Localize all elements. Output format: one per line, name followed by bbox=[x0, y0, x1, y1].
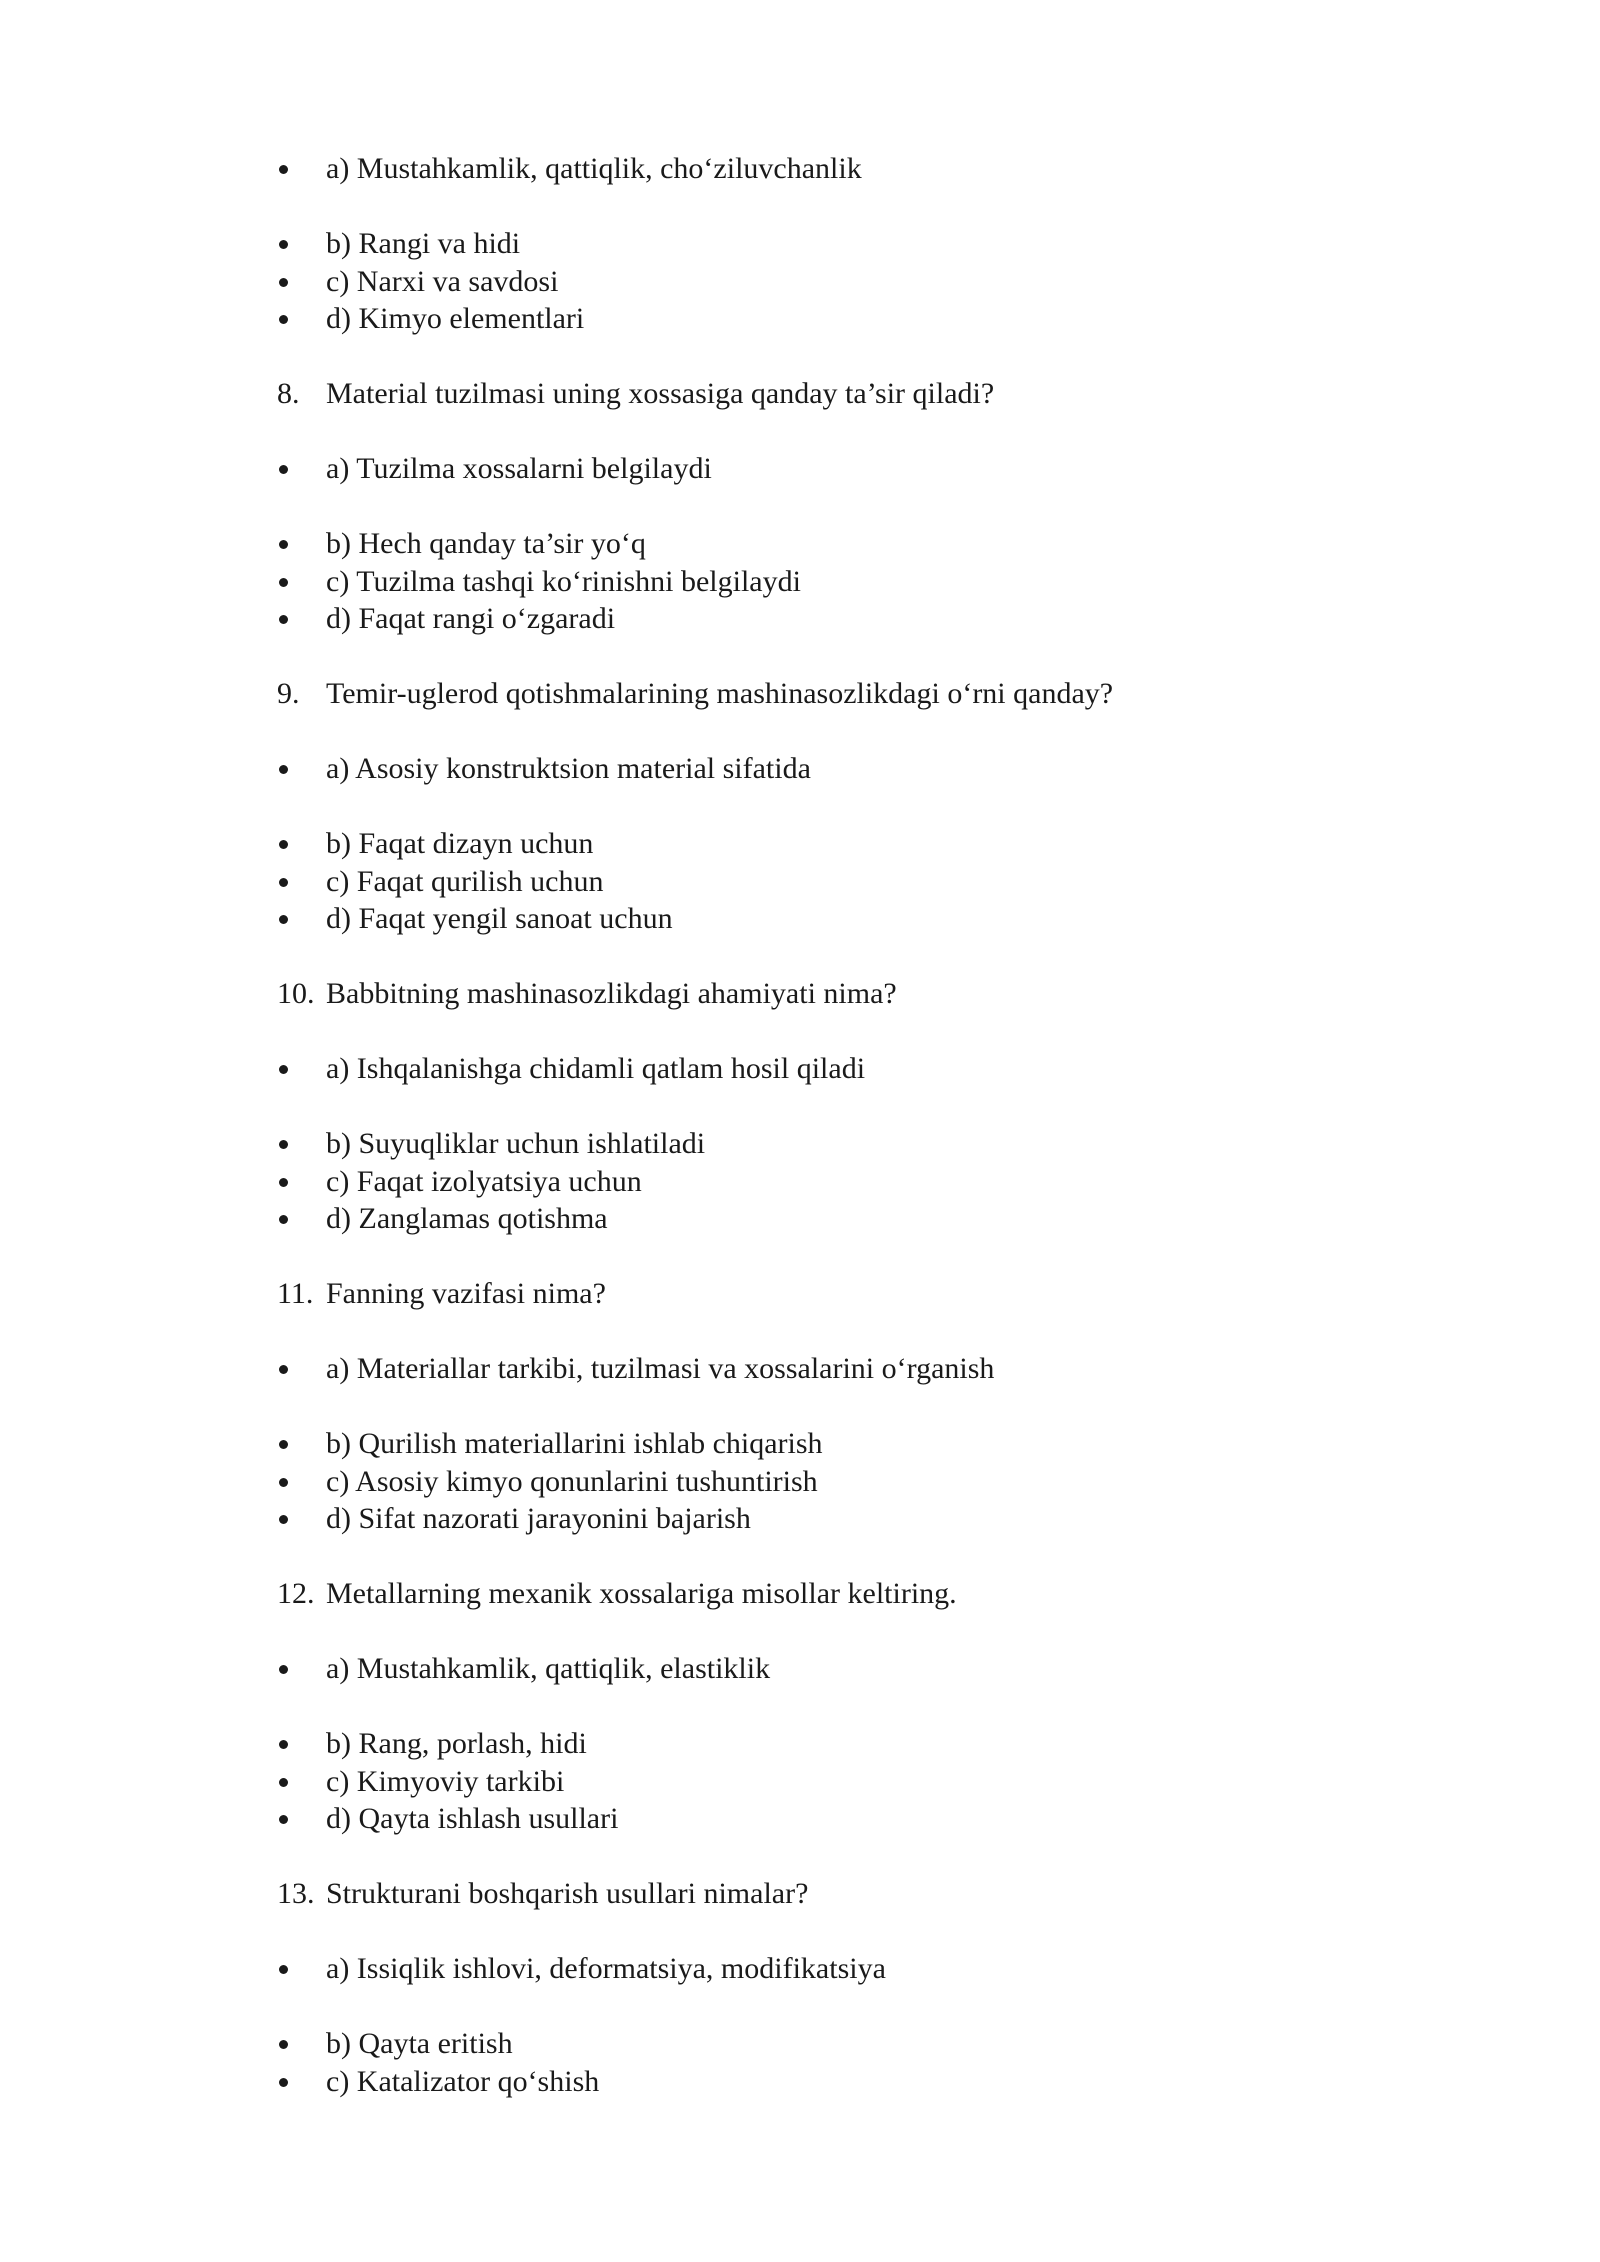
blank-line bbox=[277, 788, 1377, 826]
option-text: c) Faqat qurilish uchun bbox=[326, 864, 604, 898]
bullet-dot bbox=[279, 1665, 288, 1674]
question-text: Strukturani boshqarish usullari nimalar? bbox=[326, 1877, 809, 1910]
option-text: a) Ishqalanishga chidamli qatlam hosil qiladi bbox=[326, 1052, 866, 1085]
bullet-dot bbox=[279, 1178, 288, 1187]
option-text: d) Qayta ishlash usullari bbox=[326, 1802, 619, 1835]
answer-option bbox=[277, 563, 1377, 601]
answer-option bbox=[277, 1125, 1377, 1163]
answer-option bbox=[277, 1725, 1377, 1763]
option-text: c) Kimyoviy tarkibi bbox=[326, 1764, 565, 1798]
answer-option bbox=[277, 1800, 1377, 1838]
option-text: d) Faqat rangi o‘zgaradi bbox=[326, 602, 616, 635]
option-text: b) Rangi va hidi bbox=[326, 227, 521, 260]
answer-option bbox=[277, 1050, 1377, 1088]
answer-option bbox=[277, 1425, 1377, 1463]
blank-line bbox=[277, 938, 1377, 976]
blank-line bbox=[277, 488, 1377, 526]
answer-option bbox=[277, 225, 1377, 263]
blank-line bbox=[277, 188, 1377, 226]
option-text: b) Hech qanday ta’sir yo‘q bbox=[326, 527, 646, 560]
blank-line bbox=[277, 1988, 1377, 2026]
blank-line bbox=[277, 1838, 1377, 1876]
answer-option bbox=[277, 825, 1377, 863]
blank-line bbox=[277, 713, 1377, 751]
question-text: Temir-uglerod qotishmalarining mashinasozlikdagi o‘rni qanday? bbox=[326, 677, 1114, 710]
option-text: d) Kimyo elementlari bbox=[326, 302, 585, 335]
bullet-dot bbox=[279, 315, 288, 324]
blank-line bbox=[277, 1538, 1377, 1576]
answer-option bbox=[277, 2025, 1377, 2063]
question-number: 8. bbox=[277, 377, 300, 410]
answer-option bbox=[277, 525, 1377, 563]
bullet-dot bbox=[279, 840, 288, 849]
blank-line bbox=[277, 1013, 1377, 1051]
question-number: 10. bbox=[277, 977, 315, 1010]
answer-option bbox=[277, 1950, 1377, 1988]
blank-line bbox=[277, 1088, 1377, 1126]
bullet-dot bbox=[279, 465, 288, 474]
answer-option bbox=[277, 150, 1377, 188]
option-text: d) Sifat nazorati jarayonini bajarish bbox=[326, 1502, 751, 1535]
bullet-dot bbox=[279, 1778, 288, 1787]
answer-option bbox=[277, 600, 1377, 638]
blank-line bbox=[277, 1913, 1377, 1951]
option-text: a) Tuzilma xossalarni belgilaydi bbox=[326, 452, 712, 485]
option-text: d) Faqat yengil sanoat uchun bbox=[326, 902, 673, 935]
answer-option bbox=[277, 1163, 1377, 1201]
option-text: b) Faqat dizayn uchun bbox=[326, 827, 594, 860]
option-text: b) Rang, porlash, hidi bbox=[326, 1727, 587, 1760]
bullet-dot bbox=[279, 1740, 288, 1749]
option-text: c) Tuzilma tashqi ko‘rinishni belgilaydi bbox=[326, 564, 801, 598]
answer-option bbox=[277, 1463, 1377, 1501]
option-text: d) Zanglamas qotishma bbox=[326, 1202, 608, 1235]
option-text: c) Faqat izolyatsiya uchun bbox=[326, 1164, 642, 1198]
option-text: a) Asosiy konstruktsion material sifatida bbox=[326, 752, 811, 785]
bullet-dot bbox=[279, 2078, 288, 2087]
blank-line bbox=[277, 338, 1377, 376]
bullet-dot bbox=[279, 765, 288, 774]
option-text: b) Suyuqliklar uchun ishlatiladi bbox=[326, 1127, 706, 1160]
bullet-dot bbox=[279, 165, 288, 174]
question-text: Metallarning mexanik xossalariga misollar keltiring. bbox=[326, 1577, 957, 1610]
blank-line bbox=[277, 1688, 1377, 1726]
quiz-content bbox=[277, 150, 1377, 2100]
bullet-dot bbox=[279, 878, 288, 887]
option-text: c) Katalizator qo‘shish bbox=[326, 2064, 600, 2098]
answer-option bbox=[277, 750, 1377, 788]
blank-line bbox=[277, 1313, 1377, 1351]
answer-option bbox=[277, 1350, 1377, 1388]
question-number: 11. bbox=[277, 1277, 314, 1310]
question-item bbox=[277, 975, 1377, 1013]
option-text: c) Asosiy kimyo qonunlarini tushuntirish bbox=[326, 1464, 818, 1498]
question-item bbox=[277, 1875, 1377, 1913]
bullet-dot bbox=[279, 1815, 288, 1824]
question-text: Babbitning mashinasozlikdagi ahamiyati nima? bbox=[326, 977, 897, 1010]
answer-option bbox=[277, 1500, 1377, 1538]
blank-line bbox=[277, 638, 1377, 676]
option-text: a) Mustahkamlik, qattiqlik, elastiklik bbox=[326, 1652, 771, 1685]
bullet-dot bbox=[279, 1440, 288, 1449]
answer-option bbox=[277, 1650, 1377, 1688]
blank-line bbox=[277, 1238, 1377, 1276]
bullet-dot bbox=[279, 540, 288, 549]
question-item bbox=[277, 675, 1377, 713]
bullet-dot bbox=[279, 2040, 288, 2049]
answer-option bbox=[277, 863, 1377, 901]
bullet-dot bbox=[279, 1065, 288, 1074]
bullet-dot bbox=[279, 1365, 288, 1374]
question-text: Fanning vazifasi nima? bbox=[326, 1277, 606, 1310]
answer-option bbox=[277, 300, 1377, 338]
question-text: Material tuzilmasi uning xossasiga qanday ta’sir qiladi? bbox=[326, 377, 995, 410]
option-text: a) Issiqlik ishlovi, deformatsiya, modifikatsiya bbox=[326, 1952, 886, 1985]
answer-option bbox=[277, 900, 1377, 938]
answer-option bbox=[277, 2063, 1377, 2101]
bullet-dot bbox=[279, 1965, 288, 1974]
bullet-dot bbox=[279, 615, 288, 624]
option-text: b) Qurilish materiallarini ishlab chiqarish bbox=[326, 1427, 823, 1460]
bullet-dot bbox=[279, 240, 288, 249]
blank-line bbox=[277, 1613, 1377, 1651]
bullet-dot bbox=[279, 578, 288, 587]
question-item bbox=[277, 375, 1377, 413]
option-text: a) Mustahkamlik, qattiqlik, cho‘ziluvchanlik bbox=[326, 152, 862, 185]
blank-line bbox=[277, 1388, 1377, 1426]
bullet-dot bbox=[279, 915, 288, 924]
answer-option bbox=[277, 450, 1377, 488]
bullet-dot bbox=[279, 278, 288, 287]
question-number: 12. bbox=[277, 1577, 315, 1610]
question-number: 13. bbox=[277, 1877, 315, 1910]
answer-option bbox=[277, 263, 1377, 301]
option-text: c) Narxi va savdosi bbox=[326, 264, 559, 298]
bullet-dot bbox=[279, 1478, 288, 1487]
answer-option bbox=[277, 1200, 1377, 1238]
question-item bbox=[277, 1275, 1377, 1313]
question-number: 9. bbox=[277, 677, 300, 710]
option-text: a) Materiallar tarkibi, tuzilmasi va xossalarini o‘rganish bbox=[326, 1352, 995, 1385]
bullet-dot bbox=[279, 1515, 288, 1524]
blank-line bbox=[277, 413, 1377, 451]
bullet-dot bbox=[279, 1140, 288, 1149]
bullet-dot bbox=[279, 1215, 288, 1224]
option-text: b) Qayta eritish bbox=[326, 2027, 513, 2060]
answer-option bbox=[277, 1763, 1377, 1801]
question-item bbox=[277, 1575, 1377, 1613]
